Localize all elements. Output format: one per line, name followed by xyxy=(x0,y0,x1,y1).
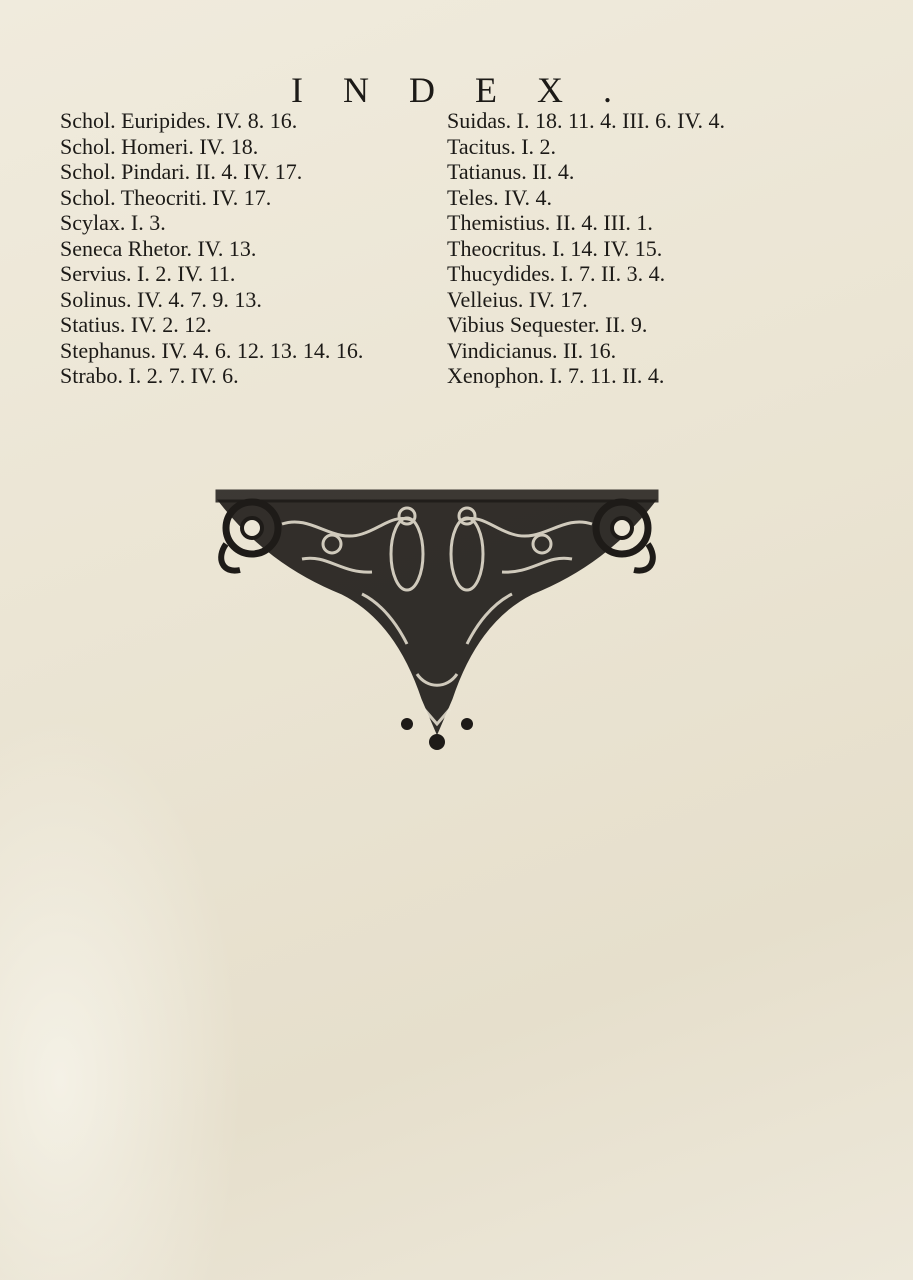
index-column-right xyxy=(447,108,887,389)
index-entry: Strabo. I. 2. 7. IV. 6. xyxy=(60,363,239,388)
page-title: INDEX. xyxy=(291,70,652,110)
index-entry: Schol. Homeri. IV. 18. xyxy=(60,133,259,159)
index-entry: Seneca Rhetor. IV. 13. xyxy=(60,235,257,261)
index-entry: Schol. Euripides. IV. 8. 16. xyxy=(60,108,298,133)
index-entry: Scylax. I. 3. xyxy=(60,210,166,235)
index-column-left xyxy=(60,108,430,389)
index-entry: Themistius. II. 4. III. 1. xyxy=(447,210,653,235)
floral-tailpiece-ornament-icon xyxy=(212,484,662,752)
index-entry: Schol. Pindari. II. 4. IV. 17. xyxy=(60,159,303,184)
index-entry: Statius. IV. 2. 12. xyxy=(60,312,212,337)
index-entry: Xenophon. I. 7. 11. II. 4. xyxy=(447,363,665,388)
index-entry: Suidas. I. 18. 11. 4. III. 6. IV. 4. xyxy=(447,108,726,133)
index-entry: Stephanus. IV. 4. 6. 12. 13. 14. 16. xyxy=(60,337,364,363)
index-entry: Theocritus. I. 14. IV. 15. xyxy=(447,235,663,261)
index-entry: Thucydides. I. 7. II. 3. 4. xyxy=(447,261,666,286)
index-entry: Schol. Theocriti. IV. 17. xyxy=(60,184,272,210)
index-entry: Tatianus. II. 4. xyxy=(447,159,575,184)
index-entry: Vindicianus. II. 16. xyxy=(447,337,617,363)
index-entry: Solinus. IV. 4. 7. 9. 13. xyxy=(60,286,262,312)
index-entry: Tacitus. I. 2. xyxy=(447,133,557,159)
index-entry: Vibius Sequester. II. 9. xyxy=(447,312,648,337)
index-entry: Servius. I. 2. IV. 11. xyxy=(60,261,236,286)
index-entry: Velleius. IV. 17. xyxy=(447,286,588,312)
index-entry: Teles. IV. 4. xyxy=(447,184,552,210)
